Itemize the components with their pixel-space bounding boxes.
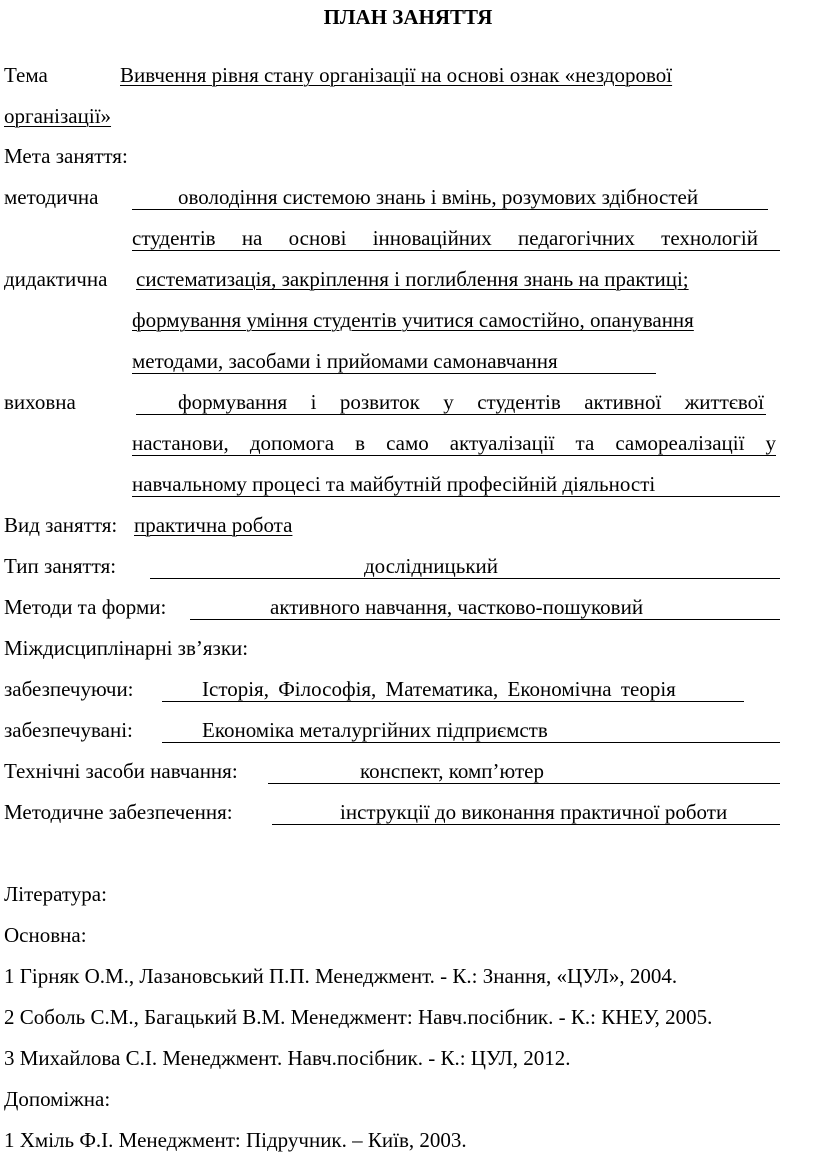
topic-value-line2: організації»: [4, 104, 112, 128]
methodical-label: методична: [4, 185, 99, 209]
provided-label: забезпечувані:: [4, 718, 133, 742]
methodical-line1: оволодіння системою знань і вмінь, розумових здібностей: [178, 185, 699, 209]
educational-label: виховна: [4, 390, 76, 414]
literature-main-item: 2 Соболь С.М., Багацький В.М. Менеджмент: Навч.посібник. - К.: КНЕУ, 2005.: [4, 1005, 713, 1029]
literature-main-heading: Основна:: [4, 923, 87, 947]
methodical-line2: студентів на основі інноваційних педагогічних технологій: [132, 226, 758, 250]
lesson-kind-label: Вид заняття:: [4, 513, 118, 537]
tech-means-label: Технічні засоби навчання:: [4, 759, 238, 783]
literature-main-item: 1 Гірняк О.М., Лазановський П.П. Менеджмент. - К.: Знання, «ЦУЛ», 2004.: [4, 964, 678, 988]
educational-line1: формування і розвиток у студентів активної життєвої: [178, 390, 764, 414]
literature-heading: Література:: [4, 882, 107, 906]
literature-aux-item: 1 Хміль Ф.І. Менеджмент: Підручник. – Київ, 2003.: [4, 1128, 467, 1152]
topic-label: Тема: [4, 63, 48, 87]
lesson-type-label: Тип заняття:: [4, 554, 117, 578]
didactic-line2: формування уміння студентів учитися самостійно, опанування: [132, 308, 694, 332]
interdisciplinary-label: Міждисциплінарні зв’язки:: [4, 636, 249, 660]
methods-label: Методи та форми:: [4, 595, 167, 619]
lesson-type-value: дослідницький: [364, 554, 498, 578]
page-title: ПЛАН ЗАНЯТТЯ: [323, 5, 493, 29]
educational-line2: настанови, допомога в само актуалізації та самореалізації у: [132, 431, 776, 455]
methods-value: активного навчання, частково-пошуковий: [270, 595, 644, 619]
topic-value-line1: Вивчення рівня стану організації на основі ознак «нездорової: [120, 63, 673, 87]
educational-line3: навчальному процесі та майбутній професійній діяльності: [132, 472, 656, 496]
method-support-value: інструкції до виконання практичної роботи: [340, 800, 728, 824]
literature-aux-heading: Допоміжна:: [4, 1087, 111, 1111]
didactic-line1: систематизація, закріплення і поглиблення знань на практиці;: [136, 267, 689, 291]
providing-label: забезпечуючи:: [4, 677, 134, 701]
providing-value: Історія, Філософія, Математика, Економічна теорія: [202, 677, 676, 701]
literature-main-item: 3 Михайлова С.І. Менеджмент. Навч.посібник. - К.: ЦУЛ, 2012.: [4, 1046, 571, 1070]
didactic-label: дидактична: [4, 267, 108, 291]
tech-means-value: конспект, комп’ютер: [360, 759, 544, 783]
didactic-line3: методами, засобами і прийомами самонавчання: [132, 349, 558, 373]
method-support-label: Методичне забезпечення:: [4, 800, 233, 824]
lesson-kind-value: практична робота: [134, 513, 293, 537]
provided-value: Економіка металургійних підприємств: [202, 718, 548, 742]
goals-label: Мета заняття:: [4, 144, 128, 168]
